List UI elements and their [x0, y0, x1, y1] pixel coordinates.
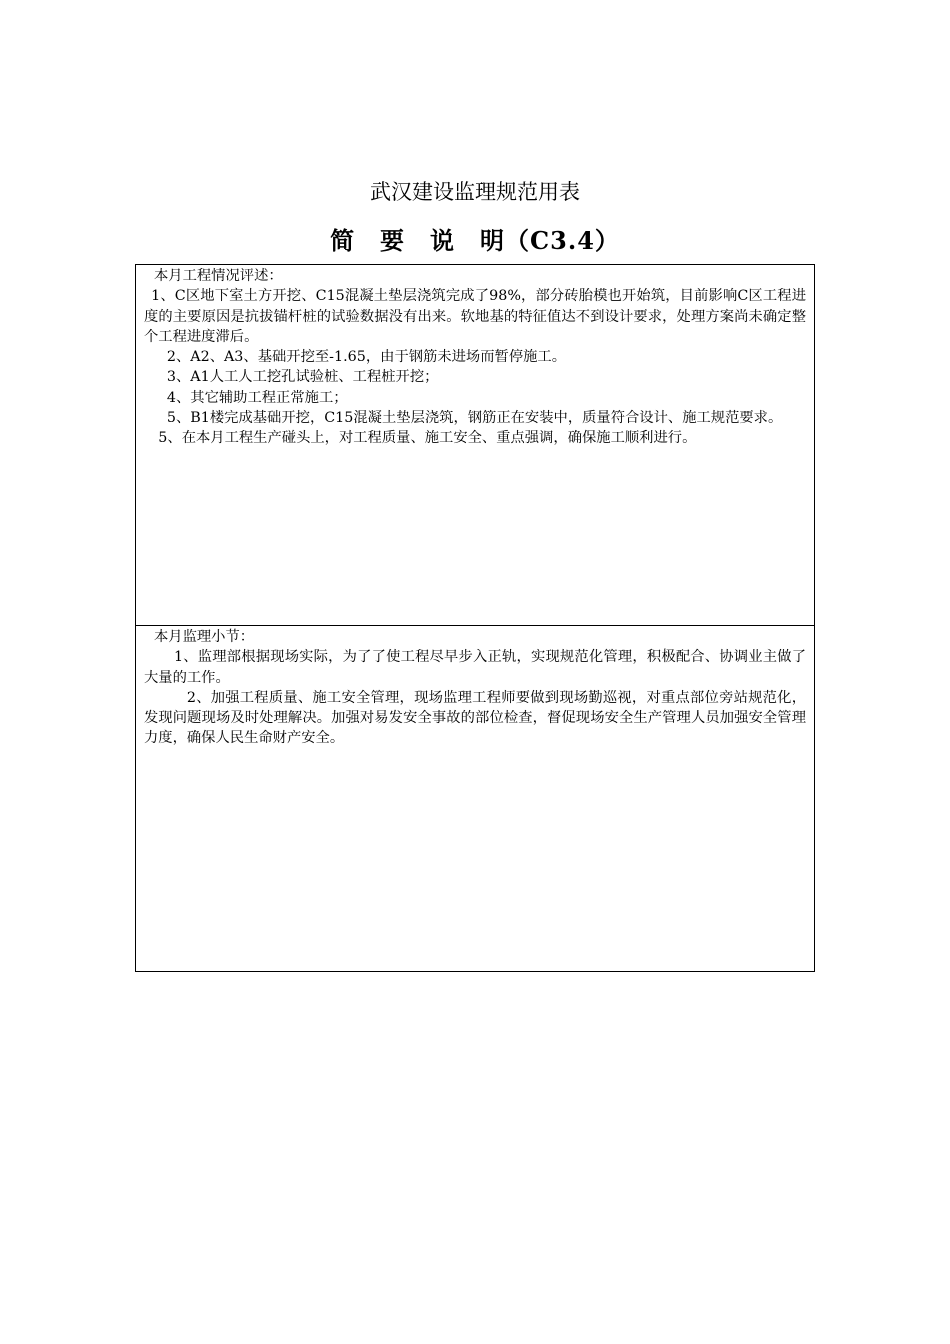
- form-series-title: 武汉建设监理规范用表: [370, 180, 580, 204]
- supervision-item: 1、监理部根据现场实际，为了了使工程尽早步入正轨，实现规范化管理，积极配合、协调业主做了大量的工作。: [144, 649, 806, 686]
- progress-item: 5、在本月工程生产碰头上，对工程质量、施工安全、重点强调，确保施工顺利进行。: [158, 430, 697, 447]
- progress-item: 5、B1楼完成基础开挖，C15混凝土垫层浇筑，钢筋正在安装中，质量符合设计、施工规范要求。: [166, 410, 783, 427]
- monthly-progress-label: 本月工程情况评述：: [154, 268, 283, 284]
- summary-form-table: [135, 264, 815, 972]
- progress-item: 2、A2、A3、基础开挖至-1.65，由于钢筋未进场而暂停施工。: [166, 349, 567, 366]
- progress-item: 4、其它辅助工程正常施工；: [166, 389, 348, 406]
- progress-item: 1、C区地下室土方开挖、C15混凝土垫层浇筑完成了98%，部分砖胎模也开始筑，目前影响C区工程进度的主要原因是抗拔锚杆桩的试验数据没有出来。软地基的特征值达不到设计要求，处理方案尚未确定整个工程进度滞后。: [144, 288, 806, 345]
- supervision-summary-label: 本月监理小节：: [154, 629, 255, 645]
- document-title: 简 要 说 明（C3.4）: [330, 226, 620, 255]
- supervision-item: 2、加强工程质量、施工安全管理，现场监理工程师要做到现场勤巡视，对重点部位旁站规范化，发现问题现场及时处理解决。加强对易发安全事故的部位检查，督促现场安全生产管理人员加强安全管理力度，确保人民生命财产安全。: [144, 689, 806, 747]
- monthly-progress-cell: [136, 265, 814, 626]
- supervision-summary-cell: [136, 626, 814, 971]
- progress-item: 3、A1人工人工挖孔试验桩、工程桩开挖；: [166, 369, 439, 386]
